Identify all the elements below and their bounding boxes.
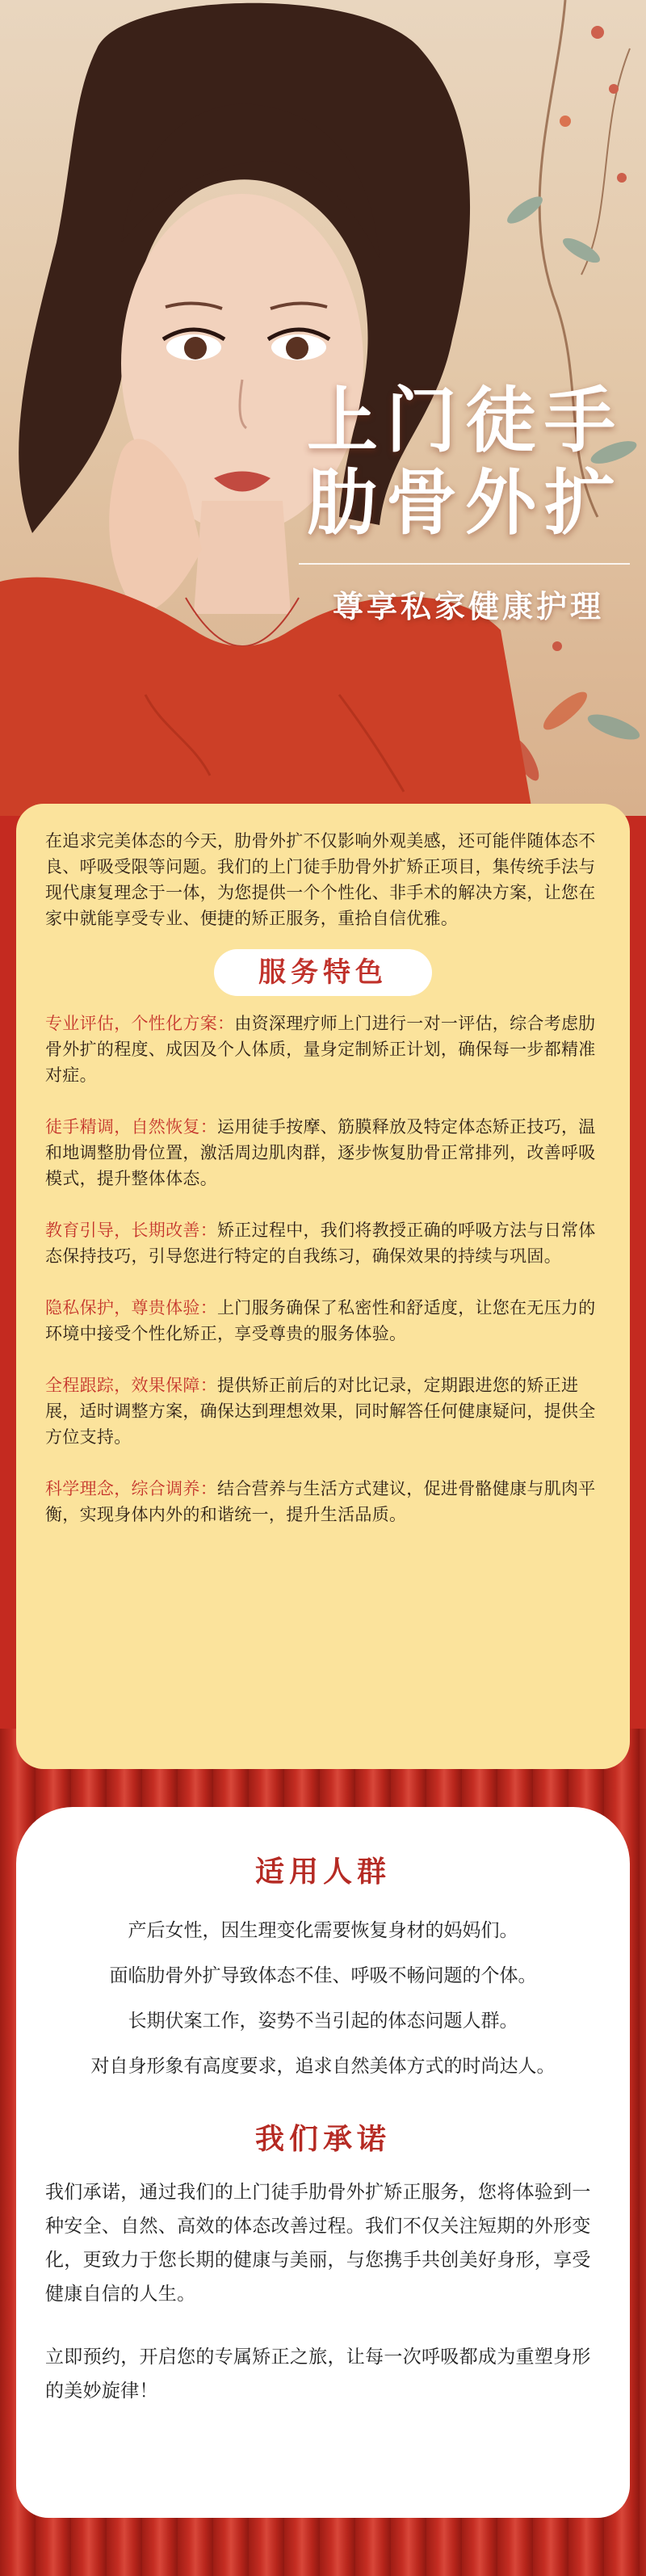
feature-body: 结合营养与生活方式建议，促进骨骼健康与肌肉平衡，实现身体内外的和谐统一，提升生活品质。 [45,1479,596,1524]
features-title: 服务特色 [214,949,432,996]
audience-title: 适用人群 [254,1855,391,1889]
hero-title [307,380,623,544]
audience-item: 长期伏案工作，姿势不当引起的体态问题人群。 [128,2011,518,2032]
feature-item [45,1114,601,1191]
audience-item: 对自身形象有高度要求，追求自然美体方式的时尚达人。 [90,2056,556,2077]
feature-body: 矫正过程中，我们将教授正确的呼吸方法与日常体态保持技巧，引导您进行特定的自我练习，确保效果的持续与巩固。 [45,1221,596,1266]
feature-item [45,1011,601,1088]
hero-divider [299,563,630,565]
audience-promise-panel [16,1807,630,2518]
promise-title: 我们承诺 [254,2123,391,2156]
feature-title: 科学理念，综合调养： [45,1479,217,1498]
feature-item [45,1295,601,1347]
feature-item [45,1372,601,1450]
hero-title-line1: 上门徒手 [306,379,623,462]
feature-title: 隐私保护，尊贵体验： [45,1298,217,1317]
audience-item: 产后女性，因生理变化需要恢复身材的妈妈们。 [128,1920,518,1941]
hero-subtitle: 尊享私家健康护理 [332,589,604,624]
intro-text: 在追求完美体态的今天，肋骨外扩不仅影响外观美感，还可能伴随体态不良、呼吸受限等问题。我们的上门徒手肋骨外扩矫正项目，集传统手法与现代康复理念于一体，为您提供一个个性化、非手术的解决方案，让您在家中就能享受专业、便捷的矫正服务，重拾自信优雅。 [45,831,596,928]
feature-title: 徒手精调，自然恢复： [45,1117,217,1137]
feature-body: 运用徒手按摩、筋膜释放及特定体态矫正技巧，温和地调整肋骨位置，激活周边肌肉群，逐步恢复肋骨正常排列，改善呼吸模式，提升整体体态。 [45,1117,596,1188]
promise-call-to-action: 立即预约，开启您的专属矫正之旅，让每一次呼吸都成为重塑身形的美妙旋律！ [45,2347,591,2402]
hero-title-line2: 肋骨外扩 [306,461,623,544]
feature-body: 由资深理疗师上门进行一对一评估，综合考虑肋骨外扩的程度、成因及个人体质，量身定制矫正计划，确保每一步都精准对症。 [45,1014,596,1085]
feature-item [45,1476,601,1528]
intro-features-panel [16,804,630,1769]
feature-item [45,1217,601,1269]
audience-item: 面临肋骨外扩导致体态不佳、呼吸不畅问题的个体。 [109,1965,537,1986]
hero-banner [0,0,646,816]
feature-title: 专业评估，个性化方案： [45,1014,235,1033]
feature-body: 提供矫正前后的对比记录，定期跟进您的矫正进展，适时调整方案，确保达到理想效果，同时解答任何健康疑问，提供全方位支持。 [45,1376,596,1447]
feature-title: 教育引导，长期改善： [45,1221,217,1240]
promise-paragraph: 我们承诺，通过我们的上门徒手肋骨外扩矫正服务，您将体验到一种安全、自然、高效的体态改善过程。我们不仅关注短期的外形变化，更致力于您长期的健康与美丽，与您携手共创美好身形，享受健康自信的人生。 [45,2182,591,2305]
feature-body: 上门服务确保了私密性和舒适度，让您在无压力的环境中接受个性化矫正，享受尊贵的服务体验。 [45,1298,596,1343]
feature-title: 全程跟踪，效果保障： [45,1376,217,1395]
